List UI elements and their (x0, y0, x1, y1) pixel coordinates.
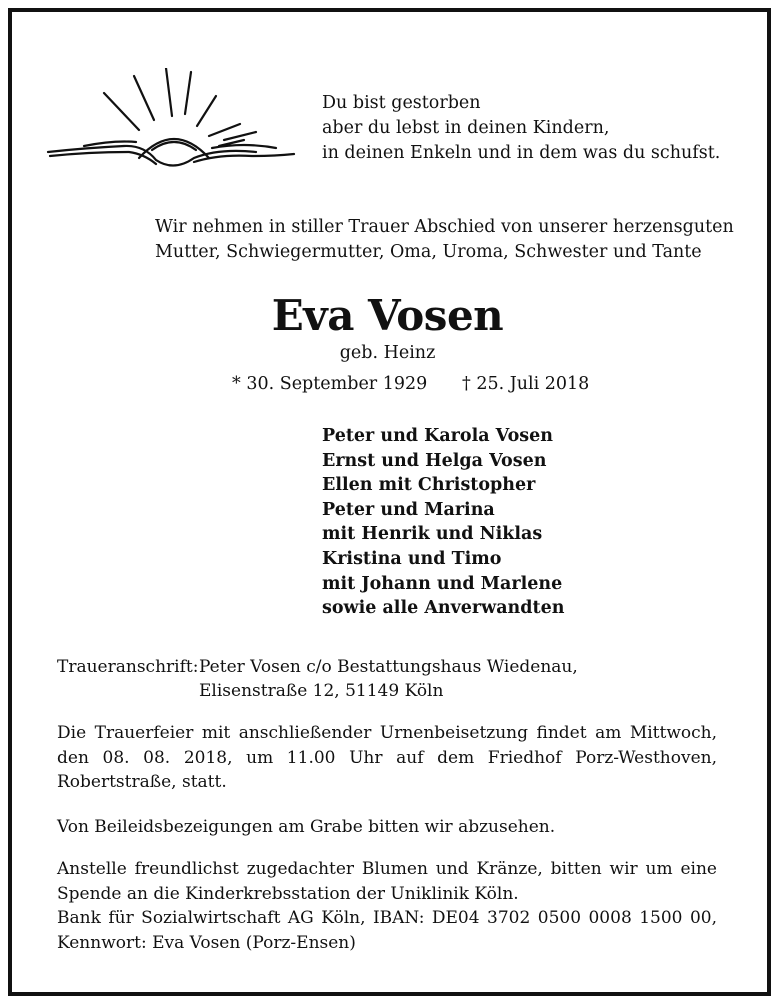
family-line: Peter und Karola Vosen (322, 426, 554, 446)
intro-line: Wir nehmen in stiller Trauer Abschied von unserer herzensguten (155, 217, 734, 237)
donation-paragraph (57, 857, 717, 955)
ceremony-line: den 08. 08. 2018, um 11.00 Uhr auf dem Friedhof Porz-Westhoven, (57, 747, 717, 768)
donation-line: Bank für Sozialwirtschaft AG Köln, IBAN: DE04 3702 0500 0008 1500 00, (57, 908, 717, 928)
address-line-2: Elisenstraße 12, 51149 Köln (199, 681, 444, 701)
family-line: mit Henrik und Niklas (322, 524, 543, 545)
condolences-paragraph (57, 815, 717, 840)
birth-date: * 30. September 1929 (232, 374, 428, 394)
birth-name: geb. Heinz (339, 343, 436, 363)
ceremony-paragraph (57, 721, 717, 795)
intro-line: Mutter, Schwiegermutter, Oma, Uroma, Schwester und Tante (155, 242, 702, 262)
death-date: † 25. Juli 2018 (462, 374, 590, 394)
opening-quote (322, 91, 720, 166)
family-line: Kristina und Timo (322, 548, 502, 569)
donation-line: Kennwort: Eva Vosen (Porz-Ensen) (57, 932, 356, 953)
quote-line: Du bist gestorben (322, 93, 481, 113)
intro-text (155, 215, 734, 265)
donation-line: Anstelle freundlichst zugedachter Blumen und Kränze, bitten wir um eine (57, 859, 717, 879)
mourning-address (57, 655, 578, 703)
family-line: Ernst und Helga Vosen (322, 450, 547, 471)
ceremony-line: Die Trauerfeier mit anschließender Urnenbeisetzung findet am Mittwoch, (57, 723, 717, 743)
rising-sun-icon (44, 68, 299, 176)
family-line: mit Johann und Marlene (322, 573, 563, 594)
family-list (322, 424, 564, 621)
address-line-1: Peter Vosen c/o Bestattungshaus Wiedenau, (199, 657, 578, 677)
quote-line: aber du lebst in deinen Kindern, (322, 118, 610, 138)
quote-line: in deinen Enkeln und in dem was du schufst. (322, 143, 721, 163)
donation-line: Spende an die Kinderkrebsstation der Uniklinik Köln. (57, 883, 519, 904)
address-label: Traueranschrift: (57, 657, 199, 677)
condolences-line: Von Beileidsbezeigungen am Grabe bitten wir abzusehen. (57, 817, 556, 837)
deceased-name: Eva Vosen (271, 291, 504, 340)
family-line: sowie alle Anverwandten (322, 598, 565, 619)
family-line: Peter und Marina (322, 499, 495, 520)
family-line: Ellen mit Christopher (322, 475, 536, 496)
ceremony-line: Robertstraße, statt. (57, 772, 227, 792)
